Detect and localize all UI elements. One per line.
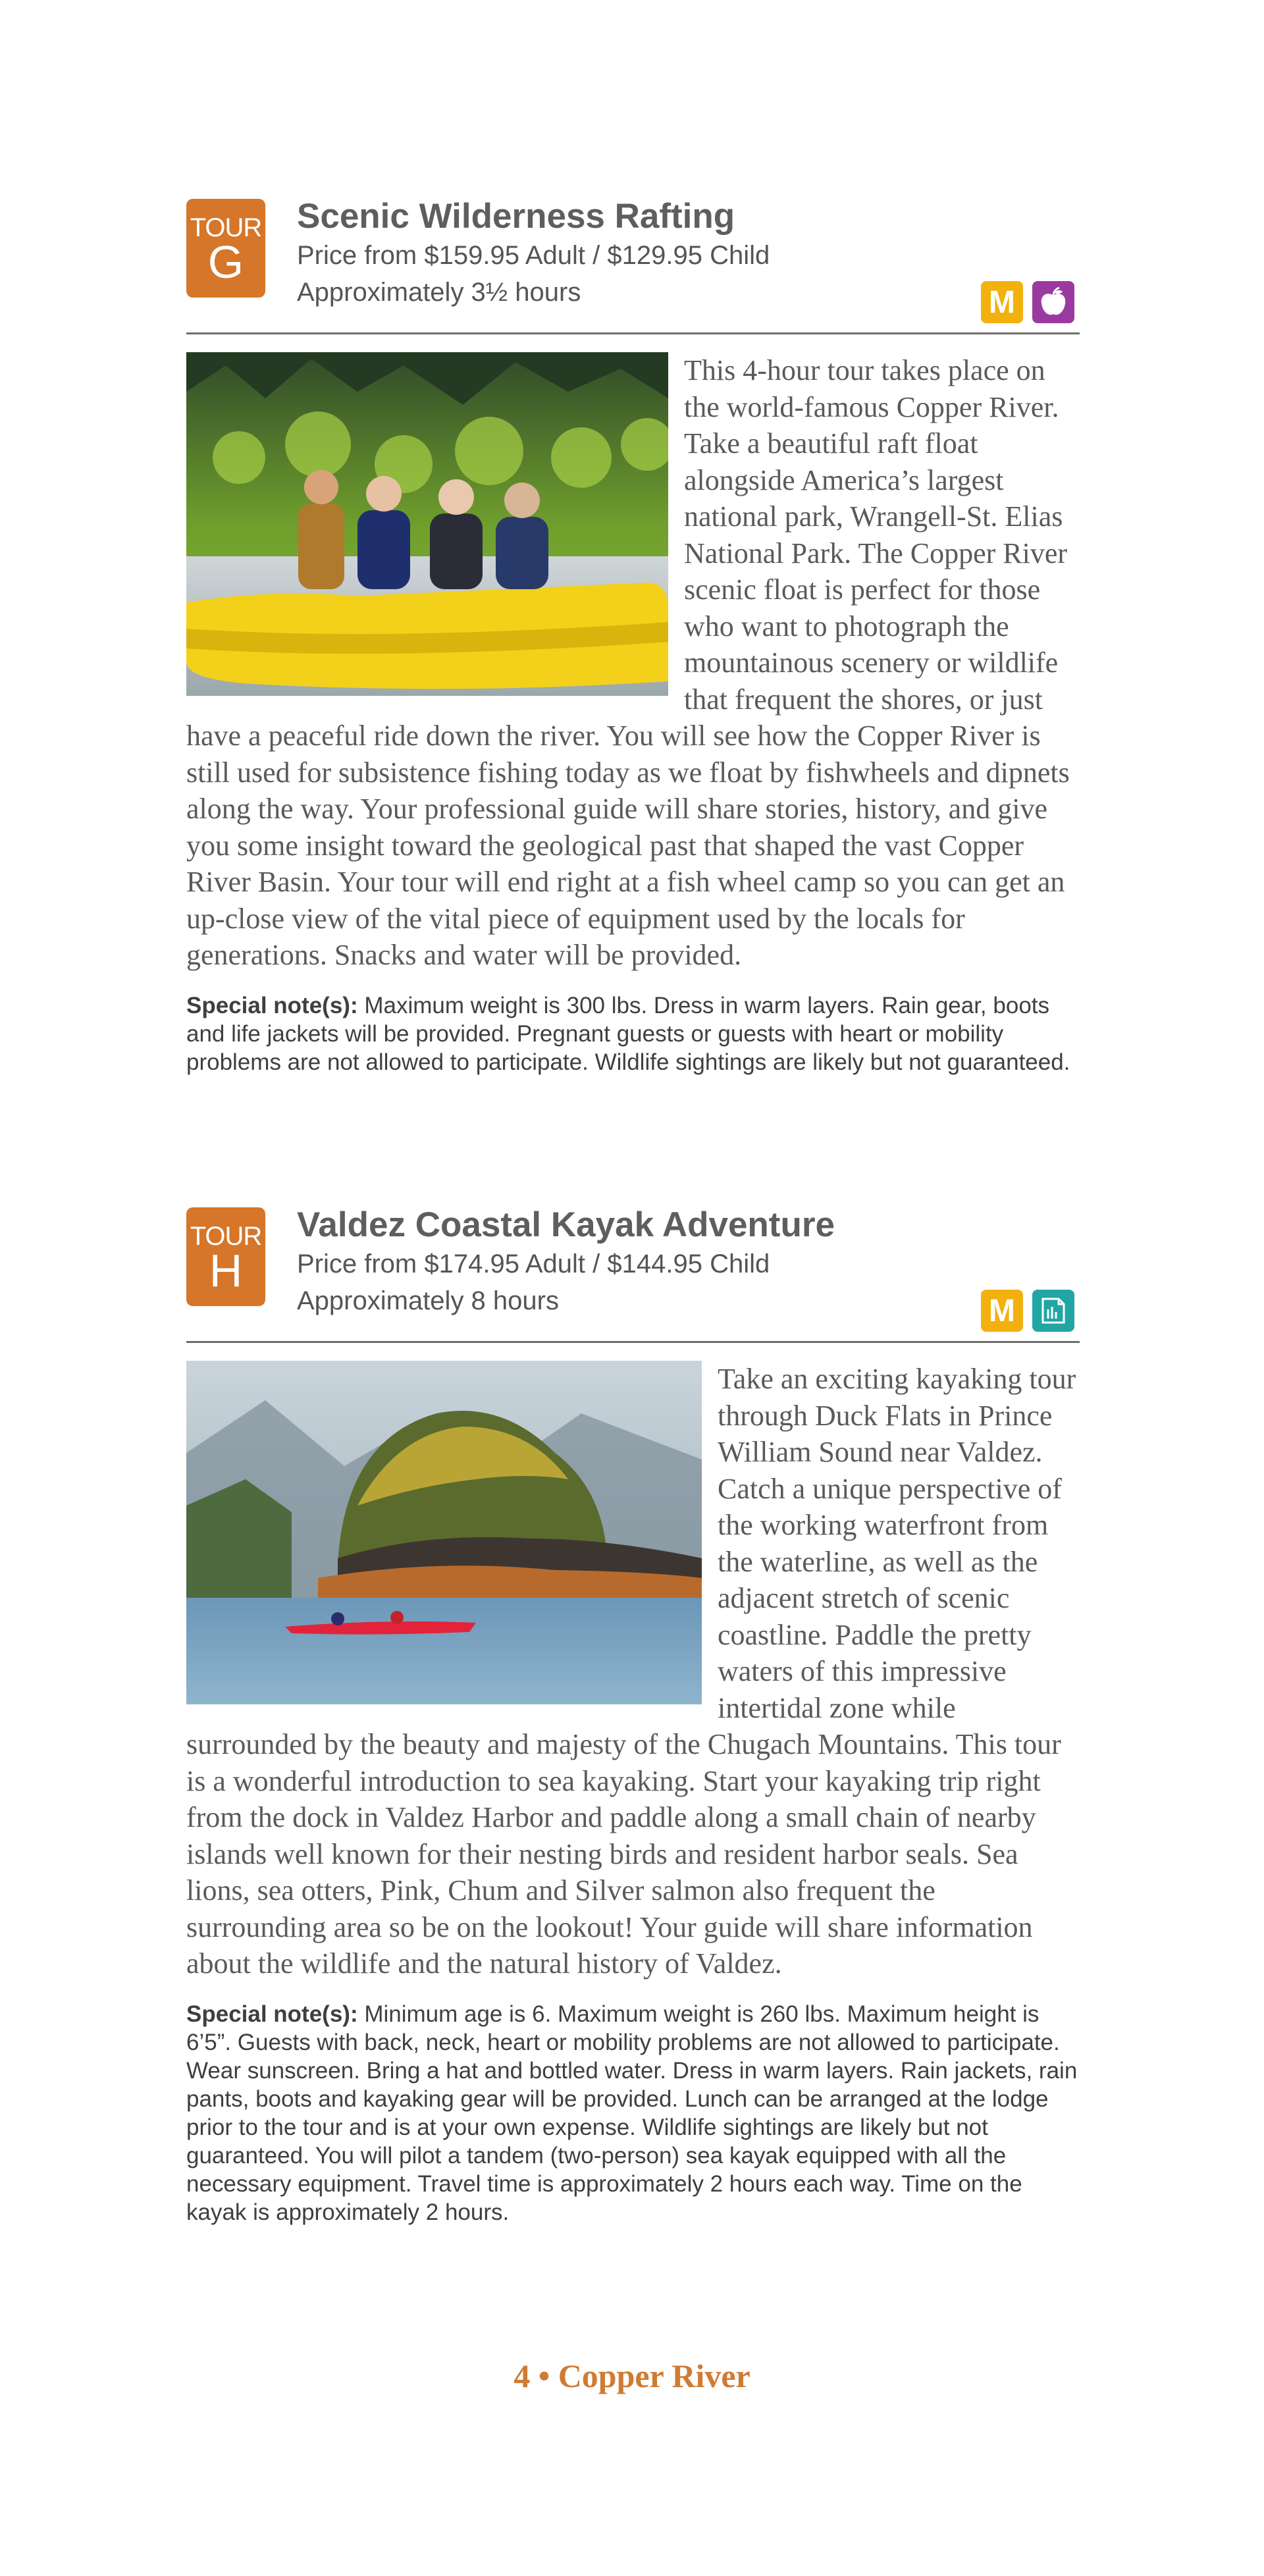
tour-badge: [186, 199, 265, 298]
special-note-text: Minimum age is 6. Maximum weight is 260 lbs. Maximum height is 6’5”. Guests with back, neck, heart or mobility problems are not allowed to participate. Wear sunscreen. Bring a hat and bottled water. Dress in warm layers. Rain jackets, rain pants, boots and kayaking gear will be provided. Lunch can be arranged at the lodge prior to the tour and is at your own expense. Wildlife sightings are likely but not guaranteed. You will pilot a tandem (two-person) sea kayak equipped with all the necessary equipment. Travel time is approximately 2 hours each way. Time on the kayak is approximately 2 hours.: [186, 2001, 1078, 2225]
tour-badge: [186, 1207, 265, 1306]
tour-price: Price from $159.95 Adult / $129.95 Child: [297, 241, 770, 270]
tour-header-text: [297, 196, 770, 311]
tour-h-header: [186, 1205, 1080, 1343]
tour-h-section: [186, 1205, 1080, 2226]
tour-icons: [981, 1290, 1074, 1332]
kayak-photo: [186, 1361, 702, 1704]
rafting-photo: [186, 352, 668, 696]
special-note-label: Special note(s):: [186, 992, 358, 1018]
apple-icon: [1032, 281, 1074, 323]
special-note: [186, 991, 1080, 1076]
tour-header-text: [297, 1205, 835, 1319]
tour-badge-word: TOUR: [190, 213, 262, 242]
tour-badge-word: TOUR: [190, 1222, 262, 1251]
special-note: [186, 2000, 1080, 2226]
tour-title: Scenic Wilderness Rafting: [297, 197, 735, 236]
tour-duration: Approximately 8 hours: [297, 1286, 559, 1315]
tour-g-body: [186, 352, 1080, 1076]
tour-g-header: [186, 196, 1080, 334]
tour-description: This 4-hour tour takes place on the world-famous Copper River. Take a beautiful raft float alongside America’s largest national park, Wrangell-St. Elias National Park. The Copper River scenic float is perfect for those who want to photograph the mountainous scenery or wildlife that frequent the shores, or just have a peaceful ride down the river. You will see how the Copper River is still used for subsistence fishing today as we float by fishwheels and dipnets along the way. Your professional guide will share stories, history, and give you some insight toward the geological past that shaped the vast Copper River Basin. Your tour will end right at a fish wheel camp so you can get an up-close view of the vital piece of equipment used by the locals for generations. Snacks and water will be provided.: [186, 354, 1070, 971]
m-icon: M: [981, 1290, 1023, 1332]
tour-title: Valdez Coastal Kayak Adventure: [297, 1205, 835, 1244]
tour-description: Take an exciting kayaking tour through Duck Flats in Prince William Sound near Valdez. Catch a unique perspective of the working waterfront from the waterline, as well as the adjacent stretch of scenic coastline. Paddle the pretty waters of this impressive intertidal zone while surrounded by the beauty and majesty of the Chugach Mountains. This tour is a wonderful introduction to sea kayaking. Start your kayaking trip right from the dock in Valdez Harbor and paddle along a small chain of nearby islands well known for their nesting birds and resident harbor seals. Sea lions, sea otters, Pink, Chum and Silver salmon also frequent the surrounding area so be on the lookout! Your guide will share information about the wildlife and the natural history of Valdez.: [186, 1363, 1076, 1980]
tour-h-body: [186, 1361, 1080, 2226]
tour-badge-letter: G: [207, 236, 244, 288]
special-note-text: Maximum weight is 300 lbs. Dress in warm layers. Rain gear, boots and life jackets will be provided. Pregnant guests or guests with heart or mobility problems are not allowed to participate. Wildlife sightings are likely but not guaranteed.: [186, 992, 1070, 1075]
tour-badge-letter: H: [209, 1245, 243, 1296]
tour-price: Price from $174.95 Adult / $144.95 Child: [297, 1249, 770, 1278]
tour-g-section: [186, 196, 1080, 1076]
tour-duration: Approximately 3½ hours: [297, 278, 581, 307]
special-note-label: Special note(s):: [186, 2001, 358, 2027]
page-footer: 4 • Copper River: [514, 2357, 750, 2394]
m-icon: M: [981, 281, 1023, 323]
lunch-icon: [1032, 1290, 1074, 1332]
tour-icons: [981, 281, 1074, 323]
